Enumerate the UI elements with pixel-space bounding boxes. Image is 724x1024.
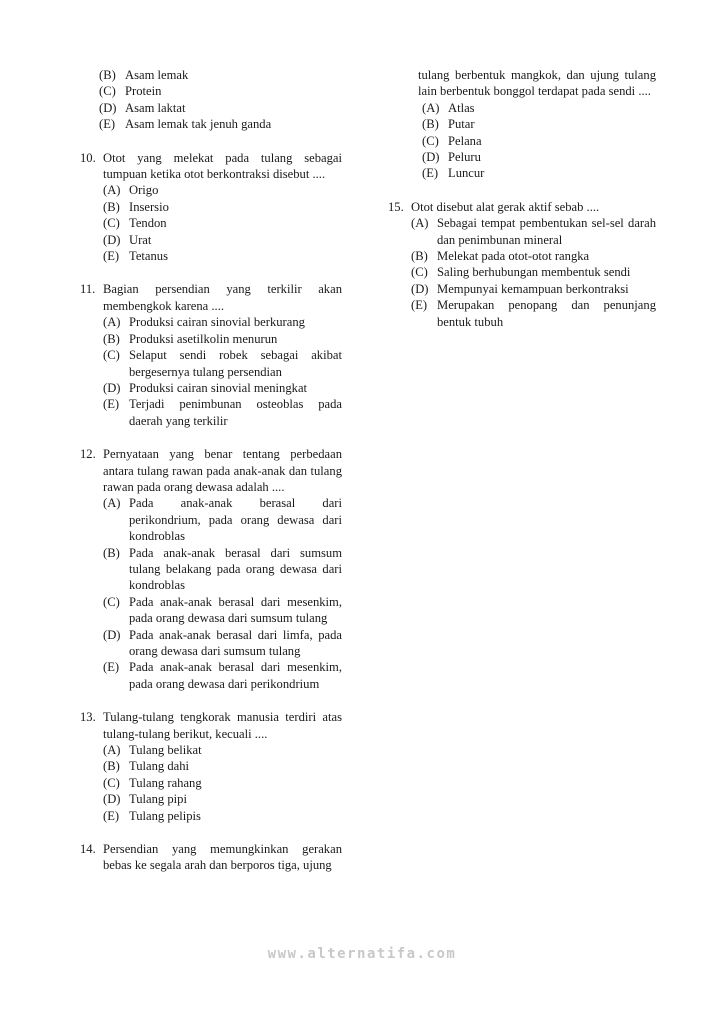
option <box>103 380 342 396</box>
option <box>422 100 656 116</box>
option-text: Peluru <box>448 150 481 165</box>
question-number: 15. <box>388 199 404 214</box>
option-letter: (A) <box>422 100 440 115</box>
option-text: Pada anak-anak berasal dari limfa, pada orang dewasa dari sumsum tulang <box>129 627 342 658</box>
option-text: Mempunyai kemampuan berkontraksi <box>437 281 629 296</box>
option-letter: (C) <box>103 594 120 609</box>
option-text: Merupakan penopang dan penunjang bentuk tubuh <box>437 298 656 329</box>
question-15 <box>388 199 656 330</box>
option <box>103 347 342 380</box>
option <box>103 495 342 544</box>
option <box>103 182 342 198</box>
option-letter: (C) <box>99 84 116 99</box>
option-letter: (A) <box>103 183 121 198</box>
option <box>103 314 342 330</box>
option <box>103 758 342 774</box>
option <box>99 100 342 116</box>
question-text: Bagian persendian yang terkilir akan membengkok karena .... <box>103 282 342 313</box>
question-number: 13. <box>80 710 96 725</box>
option-letter: (D) <box>103 627 121 642</box>
option-text: Pada anak-anak berasal dari mesenkim, pada orang dewasa dari perikondrium <box>129 660 342 691</box>
watermark-footer: www.alternatifa.com <box>267 946 457 962</box>
option-text: Saling berhubungan membentuk sendi <box>437 265 631 280</box>
option <box>103 742 342 758</box>
option-text: Asam lemak tak jenuh ganda <box>125 117 272 132</box>
option <box>103 199 342 215</box>
option <box>411 281 656 297</box>
option-text: Luncur <box>448 166 485 181</box>
option-letter: (C) <box>422 133 439 148</box>
option-letter: (B) <box>411 249 428 264</box>
question-14-continued <box>388 67 656 182</box>
option <box>422 116 656 132</box>
option-letter: (C) <box>103 348 120 363</box>
option-text: Pada anak-anak berasal dari mesenkim, pada orang dewasa dari sumsum tulang <box>129 594 342 626</box>
question-number: 11. <box>80 282 96 297</box>
option-letter: (D) <box>103 380 121 395</box>
option-letter: (E) <box>103 808 120 823</box>
option-letter: (B) <box>103 331 120 346</box>
option <box>103 594 342 627</box>
option-letter: (B) <box>103 199 120 214</box>
q9-continued-options <box>80 67 342 133</box>
option-letter: (E) <box>103 397 120 412</box>
option-text: Atlas <box>448 100 475 115</box>
option <box>422 165 656 181</box>
option-text: Tulang pelipis <box>129 808 201 823</box>
question-14 <box>80 841 342 874</box>
option <box>411 297 656 330</box>
option-letter: (B) <box>422 117 439 132</box>
option-letter: (A) <box>103 315 121 330</box>
option-text: Asam laktat <box>125 100 186 115</box>
option-letter: (E) <box>411 298 428 313</box>
option-text: Selaput sendi robek sebagai akibat bergesernya tulang persendian <box>129 348 342 379</box>
option-letter: (C) <box>103 775 120 790</box>
option <box>411 264 656 280</box>
option-letter: (D) <box>103 792 121 807</box>
option <box>103 215 342 231</box>
question-text: Tulang-tulang tengkorak manusia terdiri atas tulang-tulang berikut, kecuali .... <box>103 710 342 741</box>
option-letter: (D) <box>422 150 440 165</box>
option-text: Tetanus <box>129 249 168 264</box>
option <box>103 545 342 594</box>
option-letter: (D) <box>411 281 429 296</box>
option <box>422 149 656 165</box>
option <box>103 627 342 660</box>
option-letter: (E) <box>103 660 120 675</box>
option-text: Tulang dahi <box>129 759 190 774</box>
option <box>103 791 342 807</box>
question-text: Otot disebut alat gerak aktif sebab .... <box>411 199 600 214</box>
option-letter: (D) <box>99 100 117 115</box>
option <box>103 808 342 824</box>
option-text: Asam lemak <box>125 68 189 82</box>
option-text: Tulang belikat <box>129 743 202 758</box>
option <box>99 116 342 132</box>
option-letter: (E) <box>103 249 120 264</box>
option-text: Pada anak-anak berasal dari perikondrium, pada orang dewasa dari kondroblas <box>129 496 342 544</box>
option-letter: (C) <box>103 216 120 231</box>
option-text: Putar <box>448 117 475 132</box>
option-text: Produksi asetilkolin menurun <box>129 331 278 346</box>
option-text: Origo <box>129 183 159 198</box>
option-letter: (E) <box>99 117 116 132</box>
left-column <box>80 67 342 891</box>
option-text: Tulang rahang <box>129 775 202 790</box>
option-text: Insersio <box>129 199 169 214</box>
option <box>99 83 342 99</box>
option-text: Pada anak-anak berasal dari sumsum tulang belakang pada orang dewasa dari kondroblas <box>129 545 342 593</box>
option <box>103 331 342 347</box>
option-letter: (A) <box>103 496 121 511</box>
question-13 <box>80 709 342 824</box>
option-text: Tendon <box>129 216 167 231</box>
question-number: 12. <box>80 447 96 462</box>
option-letter: (B) <box>103 545 120 560</box>
question-text: Pernyataan yang benar tentang perbedaan antara tulang rawan pada anak-anak dan tulang rawan pada orang dewasa adalah .... <box>103 447 342 494</box>
right-column <box>388 67 656 347</box>
question-11 <box>80 281 342 429</box>
question-12 <box>80 446 342 692</box>
option-text: Pelana <box>448 133 482 148</box>
option-letter: (C) <box>411 265 428 280</box>
option-text: Terjadi penimbunan osteoblas pada daerah yang terkilir <box>129 397 342 428</box>
question-10 <box>80 150 342 265</box>
option <box>103 659 342 692</box>
question-text-continued: tulang berbentuk mangkok, dan ujung tulang lain berbentuk bonggol terdapat pada sendi .... <box>418 68 656 99</box>
option-text: Produksi cairan sinovial berkurang <box>129 315 305 330</box>
option-letter: (B) <box>103 759 120 774</box>
question-text: Persendian yang memungkinkan gerakan bebas ke segala arah dan berporos tiga, ujung <box>103 842 342 873</box>
option-text: Urat <box>129 232 152 247</box>
question-number: 10. <box>80 150 96 165</box>
question-number: 14. <box>80 842 96 857</box>
option-letter: (E) <box>422 166 439 181</box>
option <box>422 133 656 149</box>
option <box>103 775 342 791</box>
option <box>103 396 342 429</box>
option-text: Melekat pada otot-otot rangka <box>437 249 590 264</box>
option-letter: (B) <box>99 68 116 82</box>
option-letter: (A) <box>103 743 121 758</box>
option <box>411 248 656 264</box>
option <box>103 232 342 248</box>
option <box>99 67 342 83</box>
question-text: Otot yang melekat pada tulang sebagai tumpuan ketika otot berkontraksi disebut .... <box>103 150 342 182</box>
option-text: Tulang pipi <box>129 792 187 807</box>
option <box>411 215 656 248</box>
option-text: Protein <box>125 84 162 99</box>
option-letter: (D) <box>103 232 121 247</box>
option <box>103 248 342 264</box>
option-letter: (A) <box>411 216 429 231</box>
option-text: Produksi cairan sinovial meningkat <box>129 380 308 395</box>
option-text: Sebagai tempat pembentukan sel-sel darah dan penimbunan mineral <box>437 216 656 247</box>
